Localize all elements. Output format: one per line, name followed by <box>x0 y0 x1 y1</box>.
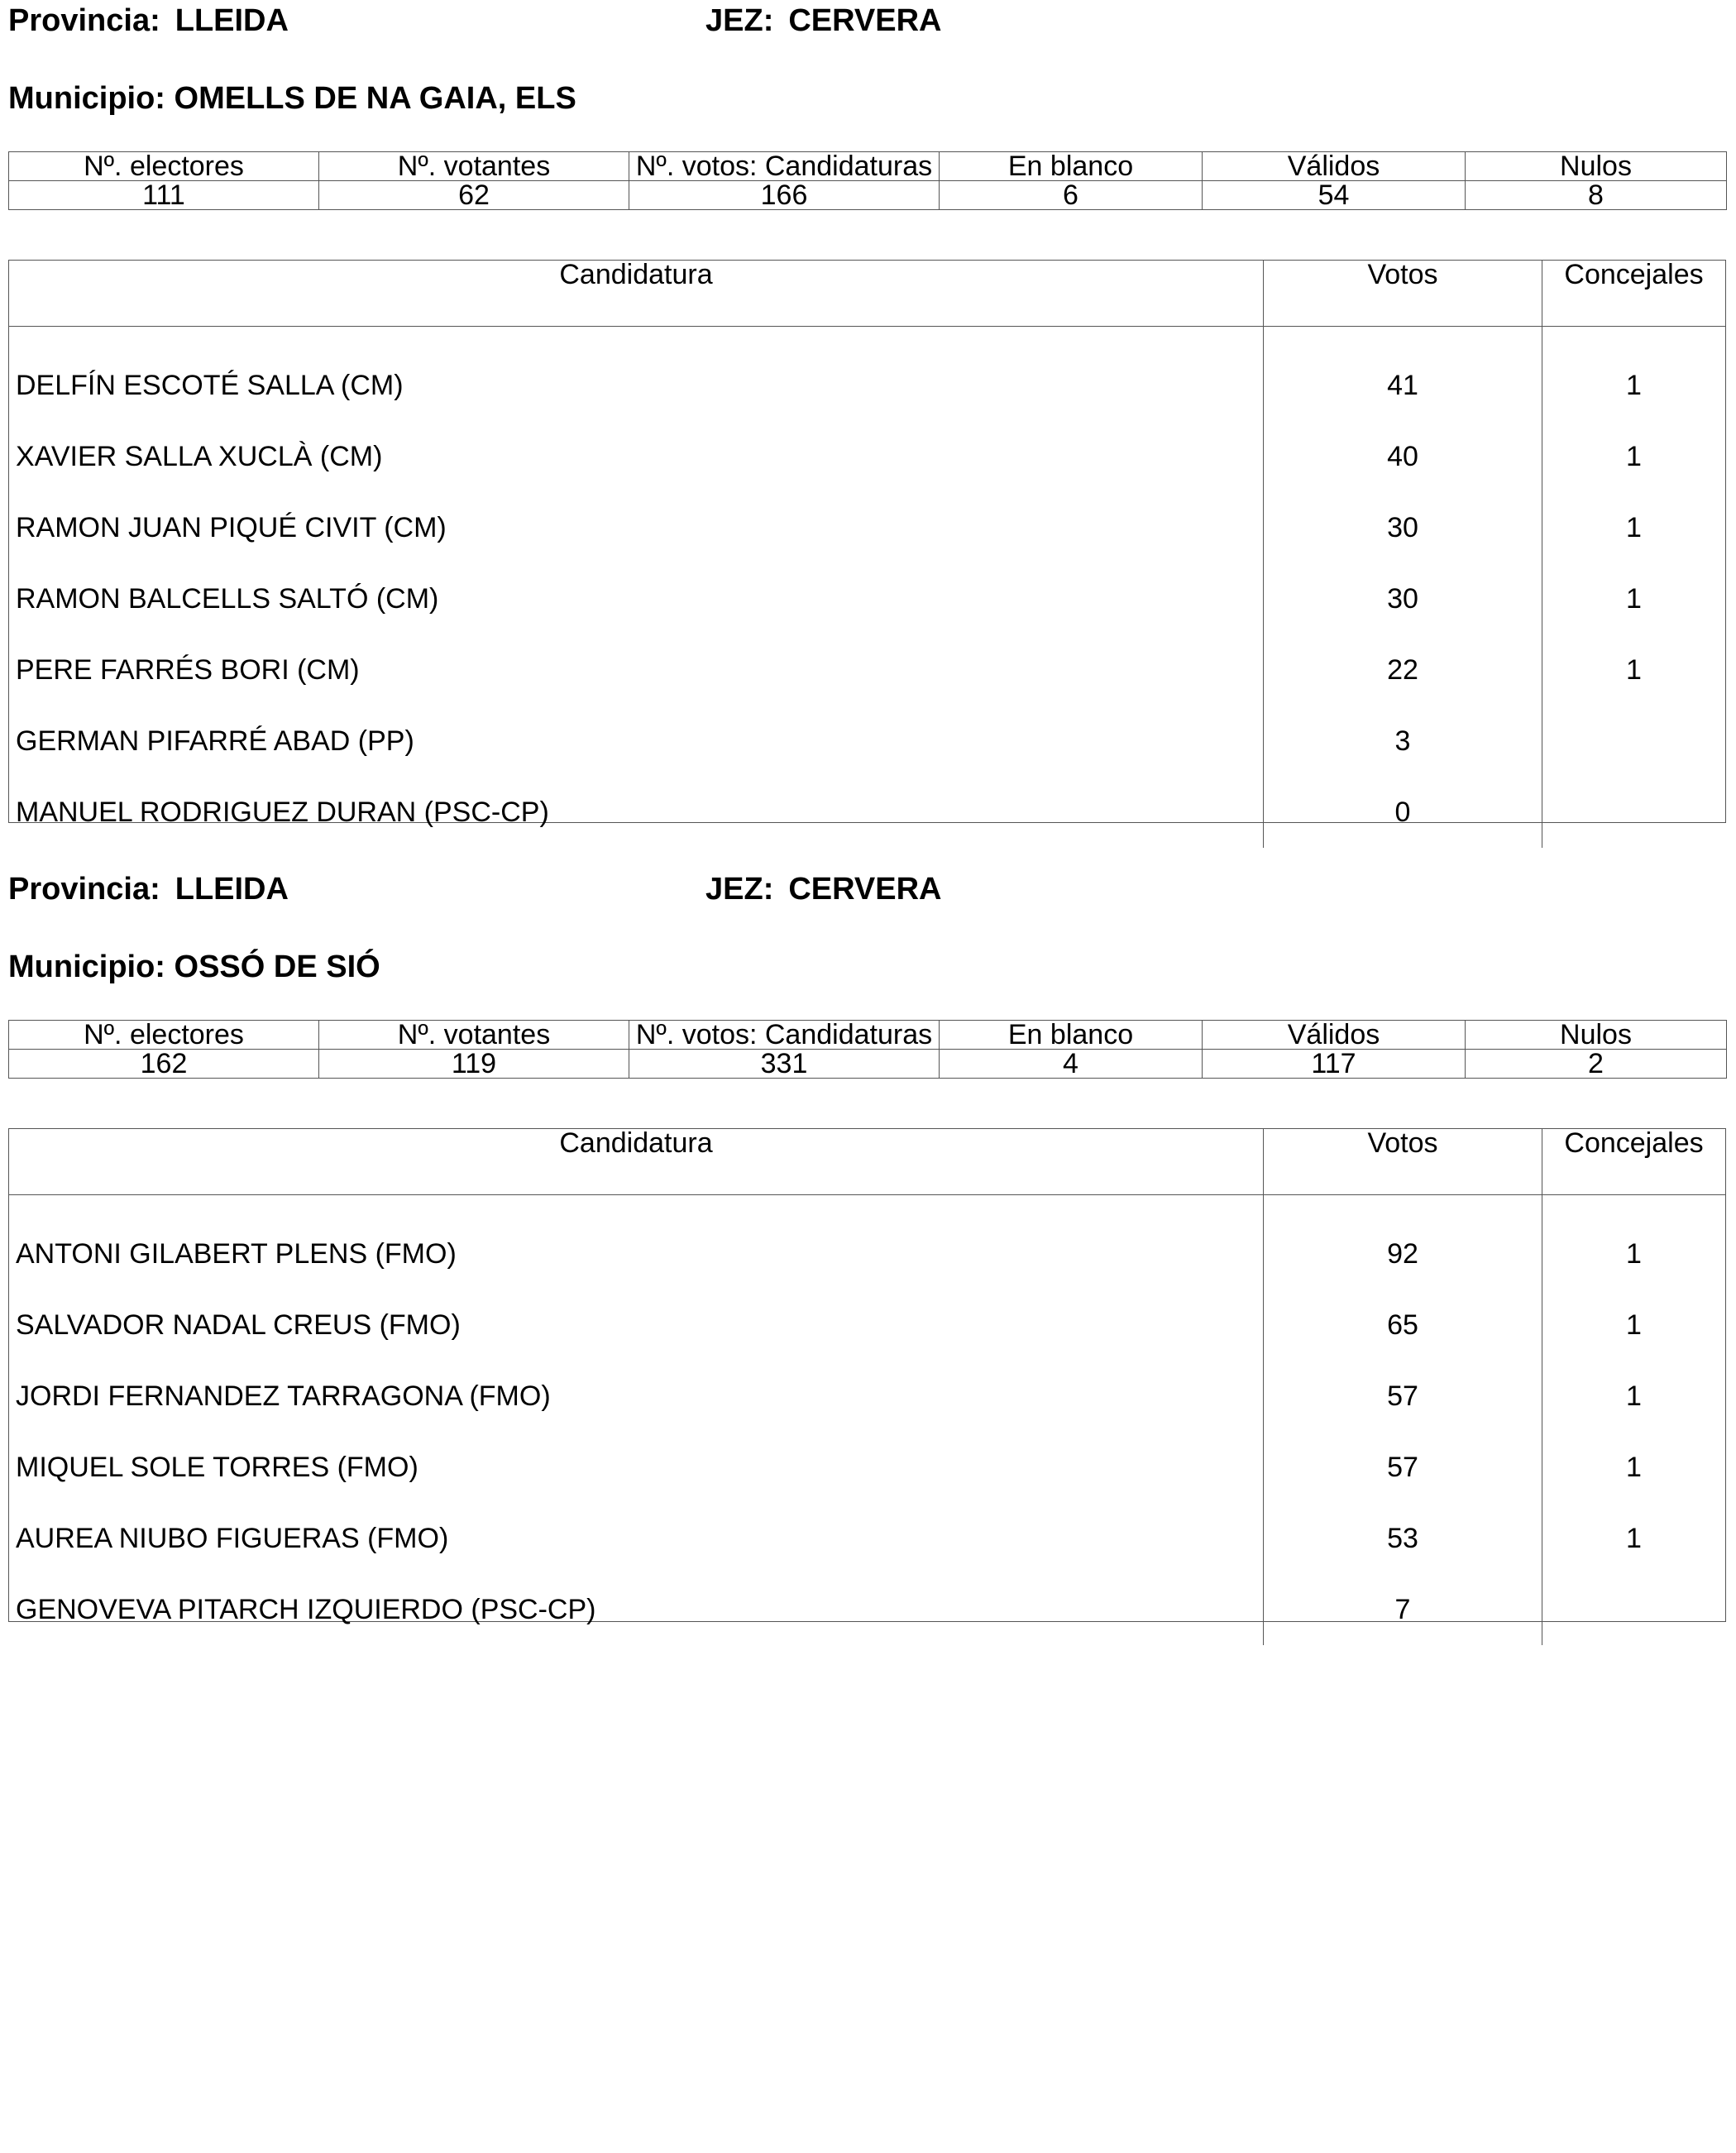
candidate-name: RAMON BALCELLS SALTÓ (CM) <box>16 583 439 615</box>
candidate-name: GERMAN PIFARRÉ ABAD (PP) <box>16 725 414 757</box>
candidates-table <box>8 1127 1726 1625</box>
candidate-concejales: 1 <box>1542 1289 1725 1361</box>
candidate-concejales: 1 <box>1542 634 1725 706</box>
summary-value-votos-candidaturas: 166 <box>629 181 940 210</box>
summary-header-nulos: Nulos <box>1466 152 1727 181</box>
candidate-row <box>9 1361 1725 1432</box>
candidate-votos: 57 <box>1263 1432 1542 1503</box>
spacer-conc-col <box>1542 1195 1725 1218</box>
jez-heading <box>705 870 941 908</box>
summary-header-votos-candidaturas: Nº. votos: Candidaturas <box>629 152 940 181</box>
candidate-row <box>9 706 1725 777</box>
summary-value-row <box>9 181 1727 210</box>
candidates-header-row <box>9 261 1725 327</box>
header-candidatura: Candidatura <box>559 259 713 290</box>
candidate-name: SALVADOR NADAL CREUS (FMO) <box>16 1309 461 1341</box>
candidate-row <box>9 563 1725 634</box>
candidate-concejales: 1 <box>1542 1503 1725 1574</box>
summary-header-votos-candidaturas: Nº. votos: Candidaturas <box>629 1021 940 1050</box>
summary-value-electores: 111 <box>9 181 319 210</box>
summary-header-electores: Nº. electores <box>9 1021 319 1050</box>
candidate-votos: 7 <box>1263 1574 1542 1645</box>
header-candidatura: Candidatura <box>559 1127 713 1159</box>
summary-header-validos: Válidos <box>1203 1021 1466 1050</box>
summary-header-validos: Válidos <box>1203 152 1466 181</box>
candidate-votos: 41 <box>1263 350 1542 421</box>
candidate-concejales: 1 <box>1542 1218 1725 1289</box>
candidate-name: ANTONI GILABERT PLENS (FMO) <box>16 1238 457 1270</box>
candidate-row <box>9 1289 1725 1361</box>
candidate-row <box>9 350 1725 421</box>
summary-header-votantes: Nº. votantes <box>319 1021 629 1050</box>
candidate-name: AUREA NIUBO FIGUERAS (FMO) <box>16 1523 449 1554</box>
municipio-heading <box>8 948 380 986</box>
candidate-concejales <box>1542 1574 1725 1645</box>
candidate-votos: 53 <box>1263 1503 1542 1574</box>
candidate-name: MIQUEL SOLE TORRES (FMO) <box>16 1452 418 1483</box>
candidate-row <box>9 1218 1725 1289</box>
candidate-row <box>9 1503 1725 1574</box>
candidate-name: XAVIER SALLA XUCLÀ (CM) <box>16 441 383 472</box>
municipio-label: Municipio: <box>8 950 165 984</box>
summary-header-en-blanco: En blanco <box>940 1021 1203 1050</box>
candidate-row <box>9 777 1725 848</box>
candidate-row <box>9 1432 1725 1503</box>
candidate-name: RAMON JUAN PIQUÉ CIVIT (CM) <box>16 512 447 543</box>
summary-header-nulos: Nulos <box>1466 1021 1727 1050</box>
summary-value-votantes: 62 <box>319 181 629 210</box>
municipio-heading <box>8 79 576 117</box>
header-votos: Votos <box>1263 261 1542 326</box>
summary-header-votantes: Nº. votantes <box>319 152 629 181</box>
candidates-body <box>9 327 1725 848</box>
municipio-label: Municipio: <box>8 81 165 116</box>
jez-label: JEZ: <box>705 3 774 38</box>
candidate-name: JORDI FERNANDEZ TARRAGONA (FMO) <box>16 1380 551 1412</box>
summary-value-en-blanco: 6 <box>940 181 1203 210</box>
jez-label: JEZ: <box>705 872 774 907</box>
jez-heading <box>705 2 941 40</box>
candidate-concejales: 1 <box>1542 421 1725 492</box>
summary-value-en-blanco: 4 <box>940 1050 1203 1079</box>
summary-value-validos: 117 <box>1203 1050 1466 1079</box>
municipio-value: OMELLS DE NA GAIA, ELS <box>174 81 576 116</box>
candidate-votos: 57 <box>1263 1361 1542 1432</box>
candidate-votos: 22 <box>1263 634 1542 706</box>
candidate-concejales: 1 <box>1542 1432 1725 1503</box>
provincia-heading <box>8 870 289 908</box>
header-concejales: Concejales <box>1542 261 1725 326</box>
candidate-name: MANUEL RODRIGUEZ DURAN (PSC-CP) <box>16 797 549 828</box>
candidate-votos: 0 <box>1263 777 1542 848</box>
summary-value-nulos: 2 <box>1466 1050 1727 1079</box>
candidate-name: GENOVEVA PITARCH IZQUIERDO (PSC-CP) <box>16 1594 596 1625</box>
candidate-concejales <box>1542 706 1725 777</box>
spacer-conc-col <box>1542 327 1725 350</box>
candidate-row <box>9 421 1725 492</box>
header-concejales: Concejales <box>1542 1129 1725 1194</box>
summary-value-nulos: 8 <box>1466 181 1727 210</box>
provincia-value: LLEIDA <box>175 3 289 38</box>
provincia-label: Provincia: <box>8 872 160 907</box>
summary-header-row <box>9 1021 1727 1050</box>
candidate-name: PERE FARRÉS BORI (CM) <box>16 654 360 686</box>
candidates-header-row <box>9 1129 1725 1195</box>
summary-table <box>8 151 1727 210</box>
candidate-votos: 65 <box>1263 1289 1542 1361</box>
candidate-concejales: 1 <box>1542 350 1725 421</box>
spacer-votes-col <box>1263 327 1542 350</box>
candidate-row <box>9 634 1725 706</box>
summary-header-row <box>9 152 1727 181</box>
candidate-votos: 92 <box>1263 1218 1542 1289</box>
spacer-votes-col <box>1263 1195 1542 1218</box>
jez-value: CERVERA <box>788 872 942 907</box>
candidate-votos: 40 <box>1263 421 1542 492</box>
header-votos: Votos <box>1263 1129 1542 1194</box>
candidate-concejales: 1 <box>1542 563 1725 634</box>
body-spacer <box>9 327 1725 350</box>
candidate-votos: 30 <box>1263 563 1542 634</box>
provincia-heading <box>8 2 289 40</box>
body-spacer <box>9 1195 1725 1218</box>
candidate-name: DELFÍN ESCOTÉ SALLA (CM) <box>16 370 404 401</box>
candidate-concejales <box>1542 777 1725 848</box>
candidates-table <box>8 259 1726 828</box>
summary-value-electores: 162 <box>9 1050 319 1079</box>
summary-value-row <box>9 1050 1727 1079</box>
summary-header-en-blanco: En blanco <box>940 152 1203 181</box>
summary-value-votantes: 119 <box>319 1050 629 1079</box>
summary-table <box>8 1020 1727 1079</box>
candidate-concejales: 1 <box>1542 492 1725 563</box>
provincia-label: Provincia: <box>8 3 160 38</box>
summary-value-validos: 54 <box>1203 181 1466 210</box>
candidate-concejales: 1 <box>1542 1361 1725 1432</box>
municipio-value: OSSÓ DE SIÓ <box>174 950 380 984</box>
candidate-row <box>9 492 1725 563</box>
summary-header-electores: Nº. electores <box>9 152 319 181</box>
candidate-votos: 30 <box>1263 492 1542 563</box>
jez-value: CERVERA <box>788 3 942 38</box>
candidate-row <box>9 1574 1725 1645</box>
candidates-body <box>9 1195 1725 1645</box>
provincia-value: LLEIDA <box>175 872 289 907</box>
summary-value-votos-candidaturas: 331 <box>629 1050 940 1079</box>
candidate-votos: 3 <box>1263 706 1542 777</box>
